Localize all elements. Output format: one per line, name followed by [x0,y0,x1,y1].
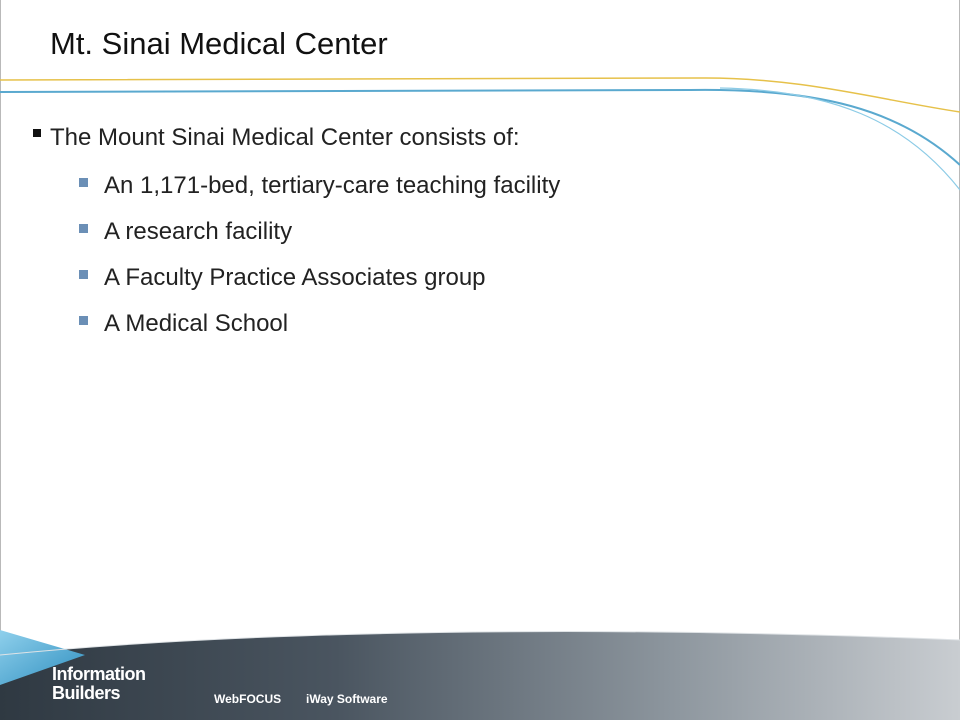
square-bullet-icon [79,270,88,279]
sub-bullet-text: A Medical School [104,310,289,337]
sub-bullet-text: An 1,171-bed, tertiary-care teaching facility [104,172,561,199]
sub-bullet-text: A Faculty Practice Associates group [104,264,486,291]
information-builders-logo: Information Builders [52,664,146,703]
square-bullet-icon [33,129,41,137]
header-swoosh-decoration [0,0,960,200]
square-bullet-icon [79,316,88,325]
bullet-level1-text: The Mount Sinai Medical Center consists of: [50,124,520,151]
slide-title: Mt. Sinai Medical Center [50,26,388,61]
iway-software-label: iWay Software [306,692,388,706]
square-bullet-icon [79,178,88,187]
sub-bullet-text: A research facility [104,218,293,245]
webfocus-label: WebFOCUS [214,692,282,706]
square-bullet-icon [79,224,88,233]
